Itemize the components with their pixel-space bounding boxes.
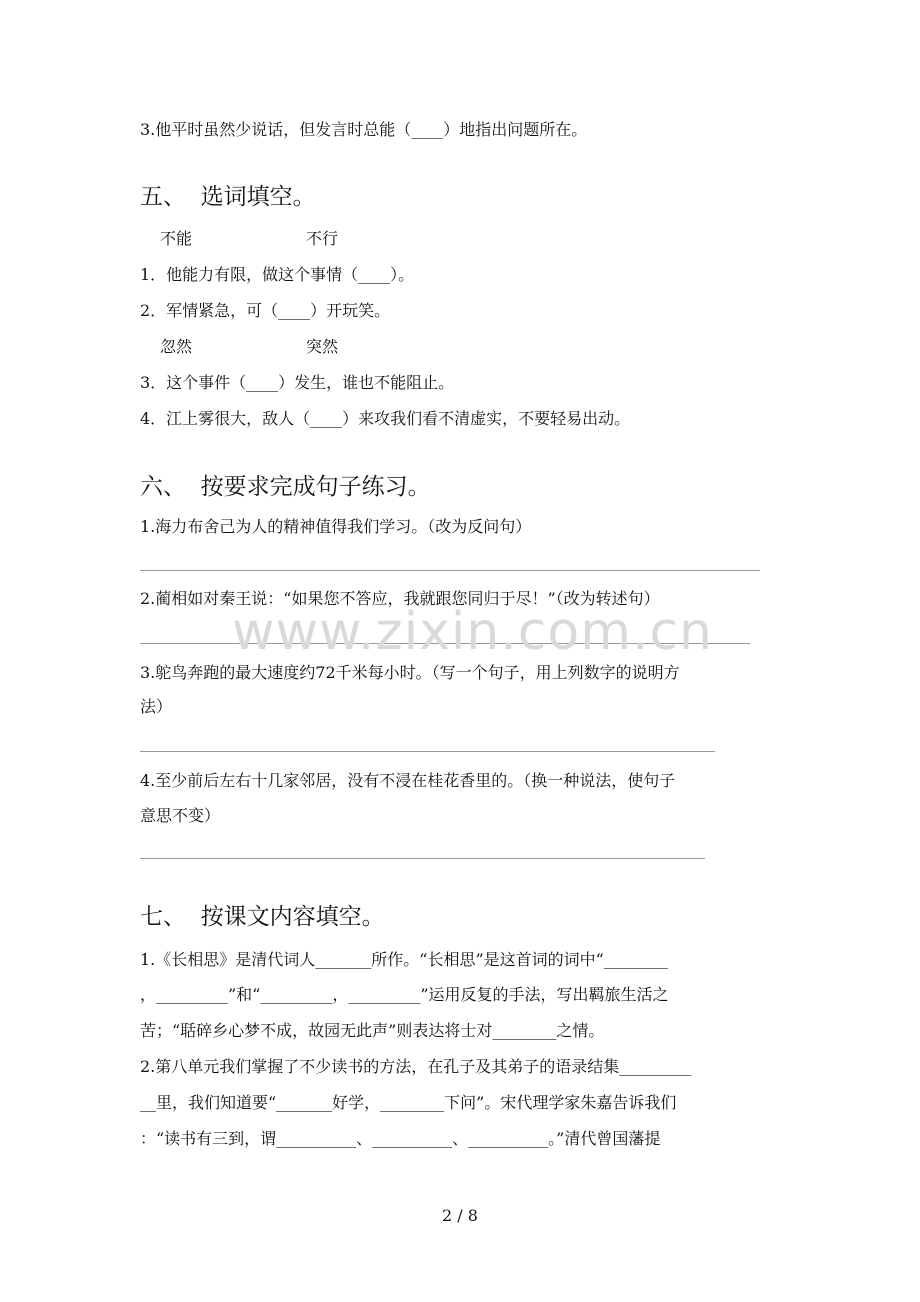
fill-question: 3．这个事件（____）发生，谁也不能阻止。 bbox=[140, 373, 455, 392]
text-fill-line: ：“读书有三到，谓__________、__________、__________。”清代曾国藩提 bbox=[140, 1129, 661, 1148]
fill-question: 4．江上雾很大，敌人（____）来攻我们看不清虚实，不要轻易出动。 bbox=[140, 409, 631, 428]
sentence-exercise: 3.鸵鸟奔跑的最大速度约72千米每小时。（写一个句子，用上列数字的说明方 bbox=[140, 663, 680, 682]
fill-question: 1．他能力有限，做这个事情（____）。 bbox=[140, 265, 415, 284]
question-3-prev: 3.他平时虽然少说话，但发言时总能（____）地指出问题所在。 bbox=[140, 120, 588, 139]
answer-line bbox=[140, 570, 760, 571]
word-option: 不能 bbox=[160, 229, 193, 248]
sentence-exercise: 2.蔺相如对秦王说：“如果您不答应，我就跟您同归于尽！”（改为转述句） bbox=[140, 589, 660, 608]
section-6-heading: 六、 按要求完成句子练习。 bbox=[140, 474, 431, 500]
sentence-exercise-cont: 意思不变） bbox=[140, 806, 221, 825]
answer-line bbox=[140, 858, 705, 859]
sentence-exercise-cont: 法） bbox=[140, 697, 173, 716]
section-7-heading: 七、 按课文内容填空。 bbox=[140, 904, 385, 930]
text-fill-line: 2.第八单元我们掌握了不少读书的方法，在孔子及其弟子的语录结集_________ bbox=[140, 1057, 692, 1076]
fill-question: 2．军情紧急，可（____）开玩笑。 bbox=[140, 301, 391, 320]
text-fill-line: ，_________”和“_________，_________”运用反复的手法，写出羁旅生活之 bbox=[140, 985, 669, 1004]
sentence-exercise: 4.至少前后左右十几家邻居，没有不浸在桂花香里的。（换一种说法，使句子 bbox=[140, 771, 676, 790]
text-fill-line: 苦；“聒碎乡心梦不成，故园无此声”则表达将士对________之情。 bbox=[140, 1021, 605, 1040]
word-option: 不行 bbox=[306, 229, 339, 248]
word-option: 突然 bbox=[306, 337, 339, 356]
text-fill-line: __里，我们知道要“_______好学，________下问”。宋代理学家朱嘉告诉我们 bbox=[140, 1093, 677, 1112]
answer-line bbox=[140, 751, 715, 752]
page-number: 2 / 8 bbox=[442, 1206, 478, 1225]
word-option: 忽然 bbox=[160, 337, 193, 356]
text-fill-line: 1.《长相思》是清代词人_______所作。“长相思”是这首词的词中“________ bbox=[140, 950, 668, 969]
section-5-heading: 五、 选词填空。 bbox=[140, 184, 316, 210]
watermark: www.zixin.com.cn bbox=[232, 602, 713, 662]
sentence-exercise: 1.海力布舍己为人的精神值得我们学习。（改为反问句） bbox=[140, 517, 532, 536]
